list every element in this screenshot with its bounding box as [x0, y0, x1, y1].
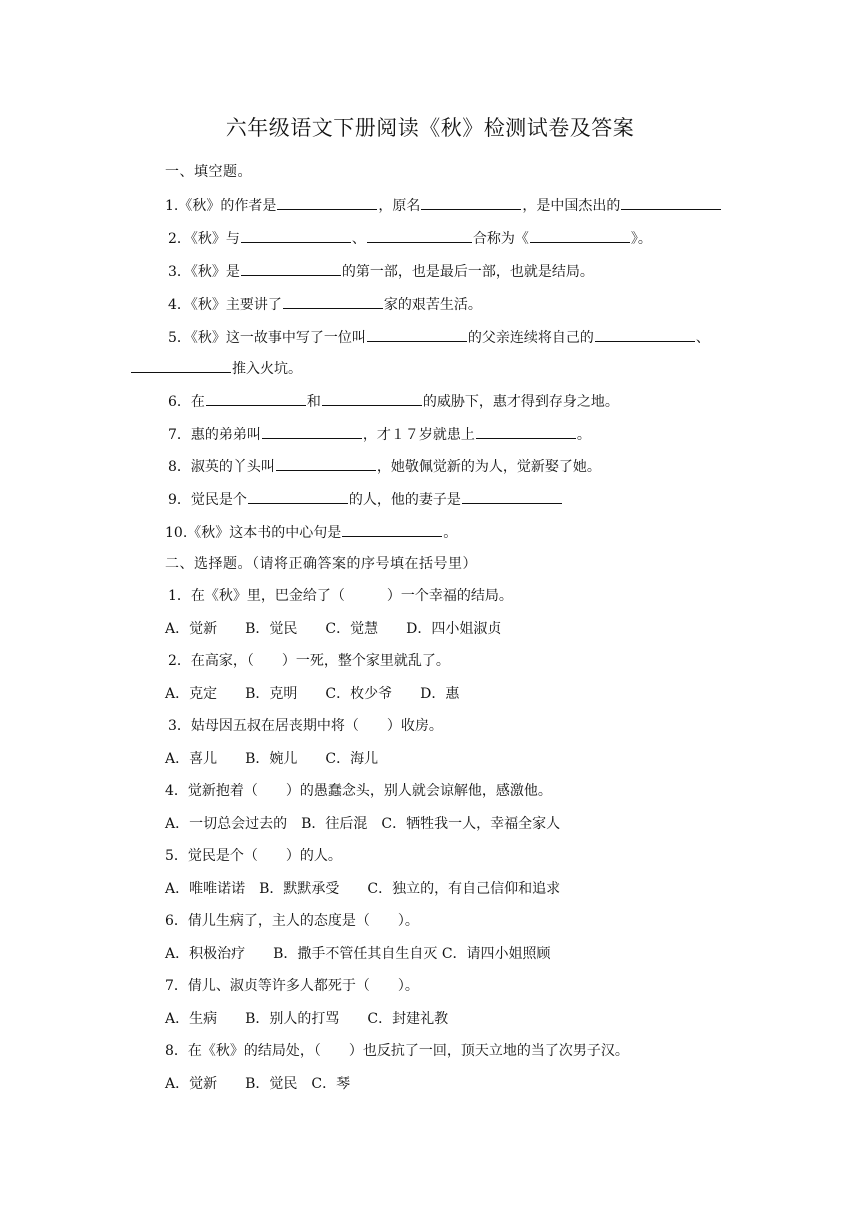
answer-blank[interactable] [595, 327, 695, 342]
choice-options: A．觉新 B．觉民 C．觉慧 D．四小姐淑贞 [165, 621, 502, 637]
choice-question: 6．倩儿生病了，主人的态度是（ ）。 [165, 913, 419, 929]
answer-blank[interactable] [276, 456, 376, 471]
choice-options: A．觉新 B．觉民 C．琴 [165, 1076, 351, 1092]
choice-question: 3．姑母因五叔在居丧期中将（ ）收房。 [168, 718, 443, 734]
answer-blank[interactable] [462, 489, 562, 504]
answer-blank[interactable] [530, 228, 630, 243]
question-line: 8．淑英的丫头叫 ，她敬佩觉新的为人，觉新娶了她。 [168, 456, 601, 477]
page-title: 六年级语文下册阅读《秋》检测试卷及答案 [225, 116, 635, 140]
answer-blank[interactable] [262, 424, 362, 439]
question-line: 3．《秋》是 的第一部，也是最后一部，也就是结局。 [168, 261, 594, 282]
question-line: 1.《秋》的作者是 ，原名 ，是中国杰出的 [165, 195, 722, 216]
question-line: 2．《秋》与 、 合称为《 》。 [168, 228, 652, 249]
question-line: 10.《秋》这本书的中心句是 。 [165, 522, 457, 543]
choice-question: 5．觉民是个（ ）的人。 [165, 848, 342, 864]
choice-options: A．积极治疗 B．撒手不管任其自生自灭 C．请四小姐照顾 [165, 946, 551, 962]
answer-blank[interactable] [248, 489, 348, 504]
answer-blank[interactable] [241, 261, 341, 276]
question-line: 6．在 和 的威胁下，惠才得到存身之地。 [168, 391, 619, 412]
question-line: 4．《秋》主要讲了 家的艰苦生活。 [168, 294, 482, 315]
choice-options: A．唯唯诺诺 B．默默承受 C．独立的，有自己信仰和追求 [165, 881, 561, 897]
question-line: 5．《秋》这一故事中写了一位叫 的父亲连续将自己的 、 [168, 327, 710, 348]
answer-blank[interactable] [131, 358, 231, 373]
answer-blank[interactable] [277, 195, 377, 210]
answer-blank[interactable] [283, 294, 383, 309]
section-heading-fill-blank: 一、填空题。 [165, 164, 252, 180]
answer-blank[interactable] [241, 228, 351, 243]
choice-question: 7．倩儿、淑贞等许多人都死于（ ）。 [165, 978, 419, 994]
choice-question: 1．在《秋》里，巴金给了（ ）一个幸福的结局。 [168, 588, 513, 604]
answer-blank[interactable] [367, 228, 472, 243]
choice-options: A．生病 B．别人的打骂 C．封建礼教 [165, 1011, 449, 1027]
question-line: 9．觉民是个 的人，他的妻子是 [168, 489, 563, 510]
answer-blank[interactable] [421, 195, 521, 210]
choice-question: 4．觉新抱着（ ）的愚蠢念头，别人就会谅解他，感激他。 [165, 783, 552, 799]
choice-options: A．克定 B．克明 C．枚少爷 D．惠 [165, 686, 460, 702]
answer-blank[interactable] [342, 522, 442, 537]
answer-blank[interactable] [322, 391, 422, 406]
choice-question: 2．在高家，（ ）一死，整个家里就乱了。 [168, 653, 450, 669]
answer-blank[interactable] [621, 195, 721, 210]
answer-blank[interactable] [206, 391, 306, 406]
choice-question: 8．在《秋》的结局处，（ ）也反抗了一回，顶天立地的当了次男子汉。 [165, 1043, 629, 1059]
question-line: 7．惠的弟弟叫 ，才１７岁就患上 。 [168, 424, 591, 445]
question-line: 推入火坑。 [130, 358, 302, 379]
section-heading-multiple-choice: 二、选择题。（请将正确答案的序号填在括号里） [165, 556, 477, 572]
answer-blank[interactable] [476, 424, 576, 439]
answer-blank[interactable] [367, 327, 467, 342]
choice-options: A．一切总会过去的 B．往后混 C．牺牲我一人，幸福全家人 [165, 816, 561, 832]
choice-options: A．喜儿 B．婉儿 C．海儿 [165, 751, 379, 767]
